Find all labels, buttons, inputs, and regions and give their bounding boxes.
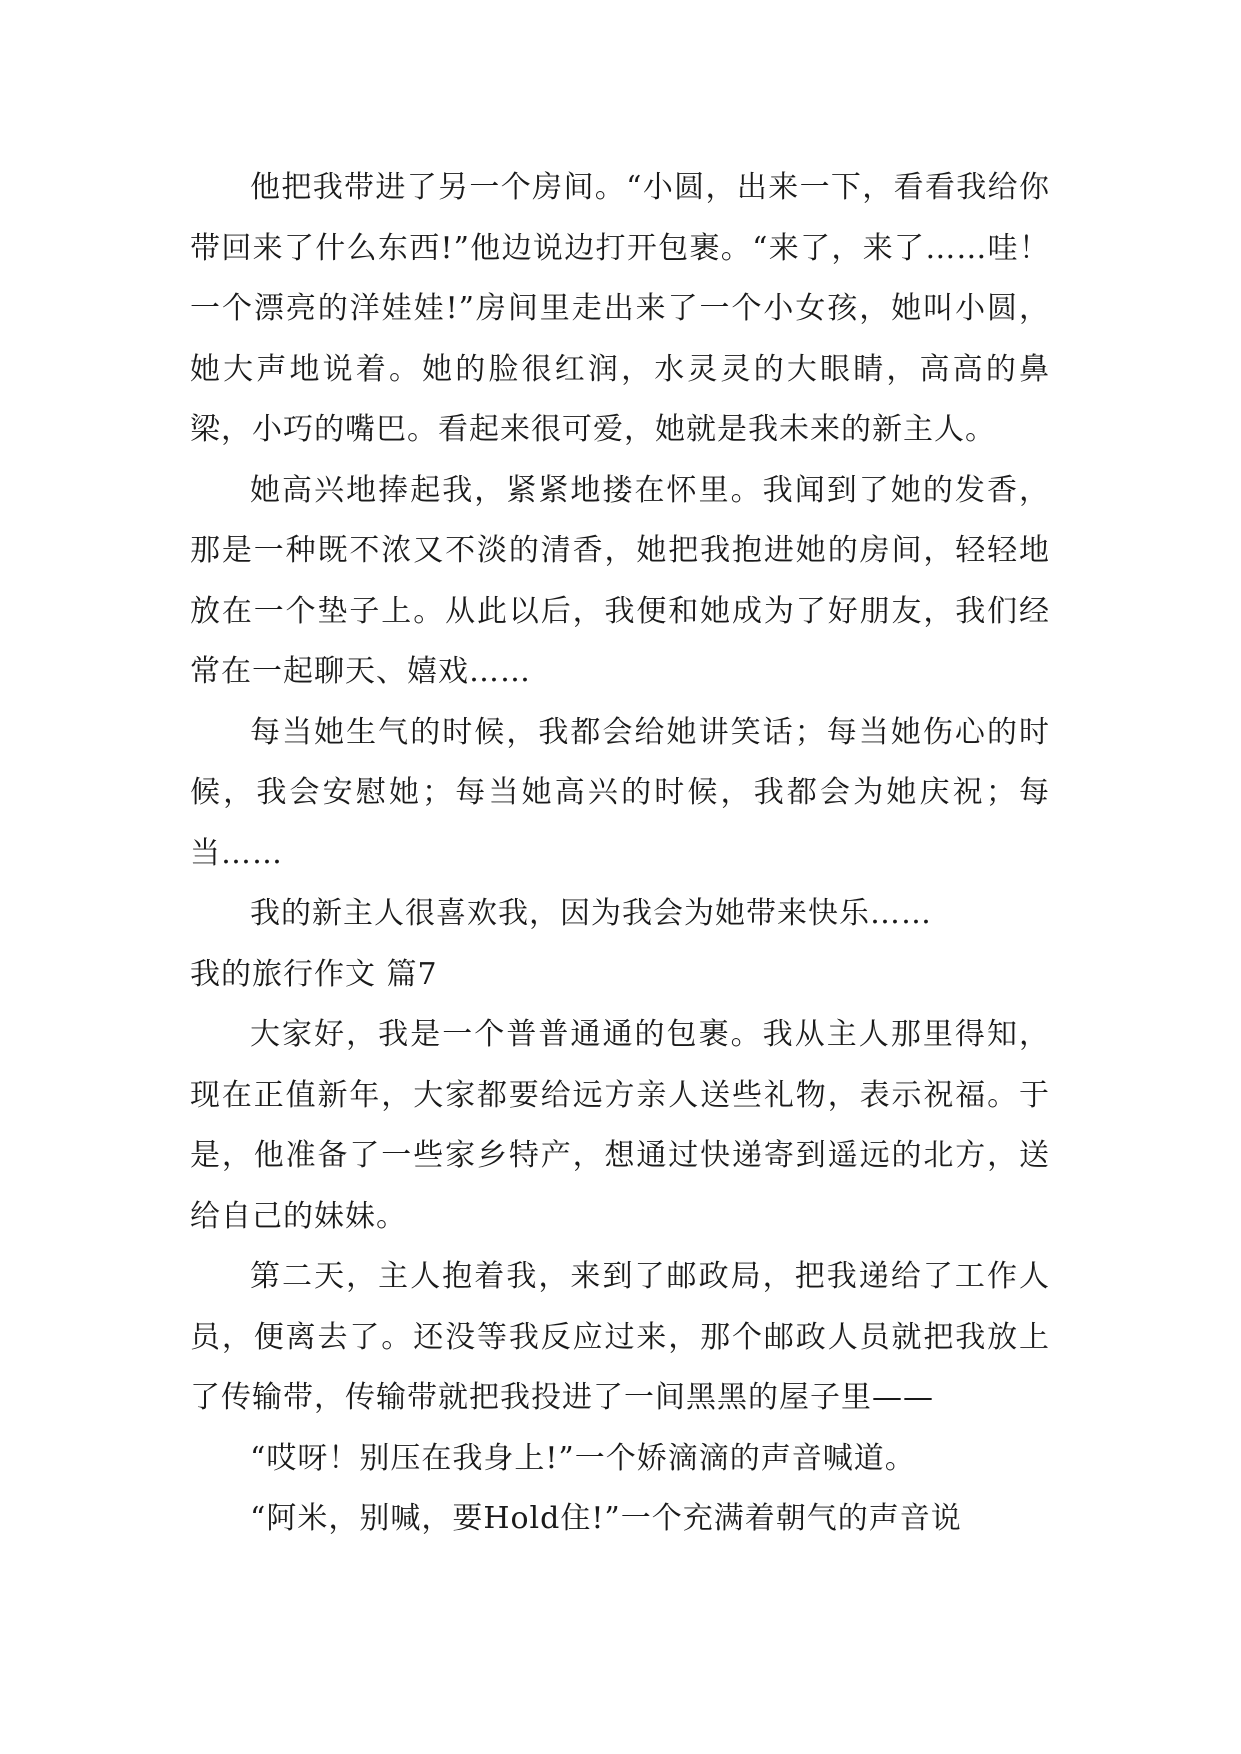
section-heading: 我的旅行作文 篇7 [190, 956, 438, 992]
paragraph: 每当她生气的时候，我都会给她讲笑话；每当她伤心的时候，我会安慰她；每当她高兴的时候，我都会为她庆祝；每当…… [190, 714, 1050, 871]
document-body [190, 158, 1050, 1550]
paragraph: “阿米，别喊，要Hold住!”一个充满着朝气的声音说 [250, 1501, 962, 1536]
paragraph: 第二天，主人抱着我，来到了邮政局，把我递给了工作人员，便离去了。还没等我反应过来，那个邮政人员就把我放上了传输带，传输带就把我投进了一间黑黑的屋子里—— [190, 1259, 1050, 1415]
paragraph: 他把我带进了另一个房间。“小圆，出来一下，看看我给你带回来了什么东西!”他边说边打开包裹。“来了，来了……哇！一个漂亮的洋娃娃!”房间里走出来了一个小女孩，她叫小圆，她大声地说着。她的脸很红润，水灵灵的大眼睛，高高的鼻梁，小巧的嘴巴。看起来很可爱，她就是我未来的新主人。 [190, 170, 1050, 447]
paragraph: 她高兴地捧起我，紧紧地搂在怀里。我闻到了她的发香，那是一种既不浓又不淡的清香，她把我抱进她的房间，轻轻地放在一个垫子上。从此以后，我便和她成为了好朋友，我们经常在一起聊天、嬉戏…… [190, 472, 1050, 689]
paragraph: 大家好，我是一个普普通通的包裹。我从主人那里得知，现在正值新年，大家都要给远方亲人送些礼物，表示祝福。于是，他准备了一些家乡特产，想通过快递寄到遥远的北方，送给自己的妹妹。 [190, 1017, 1050, 1234]
paragraph: “哎呀！别压在我身上!”一个娇滴滴的声音喊道。 [250, 1440, 916, 1476]
paragraph: 我的新主人很喜欢我，因为我会为她带来快乐…… [250, 896, 932, 931]
